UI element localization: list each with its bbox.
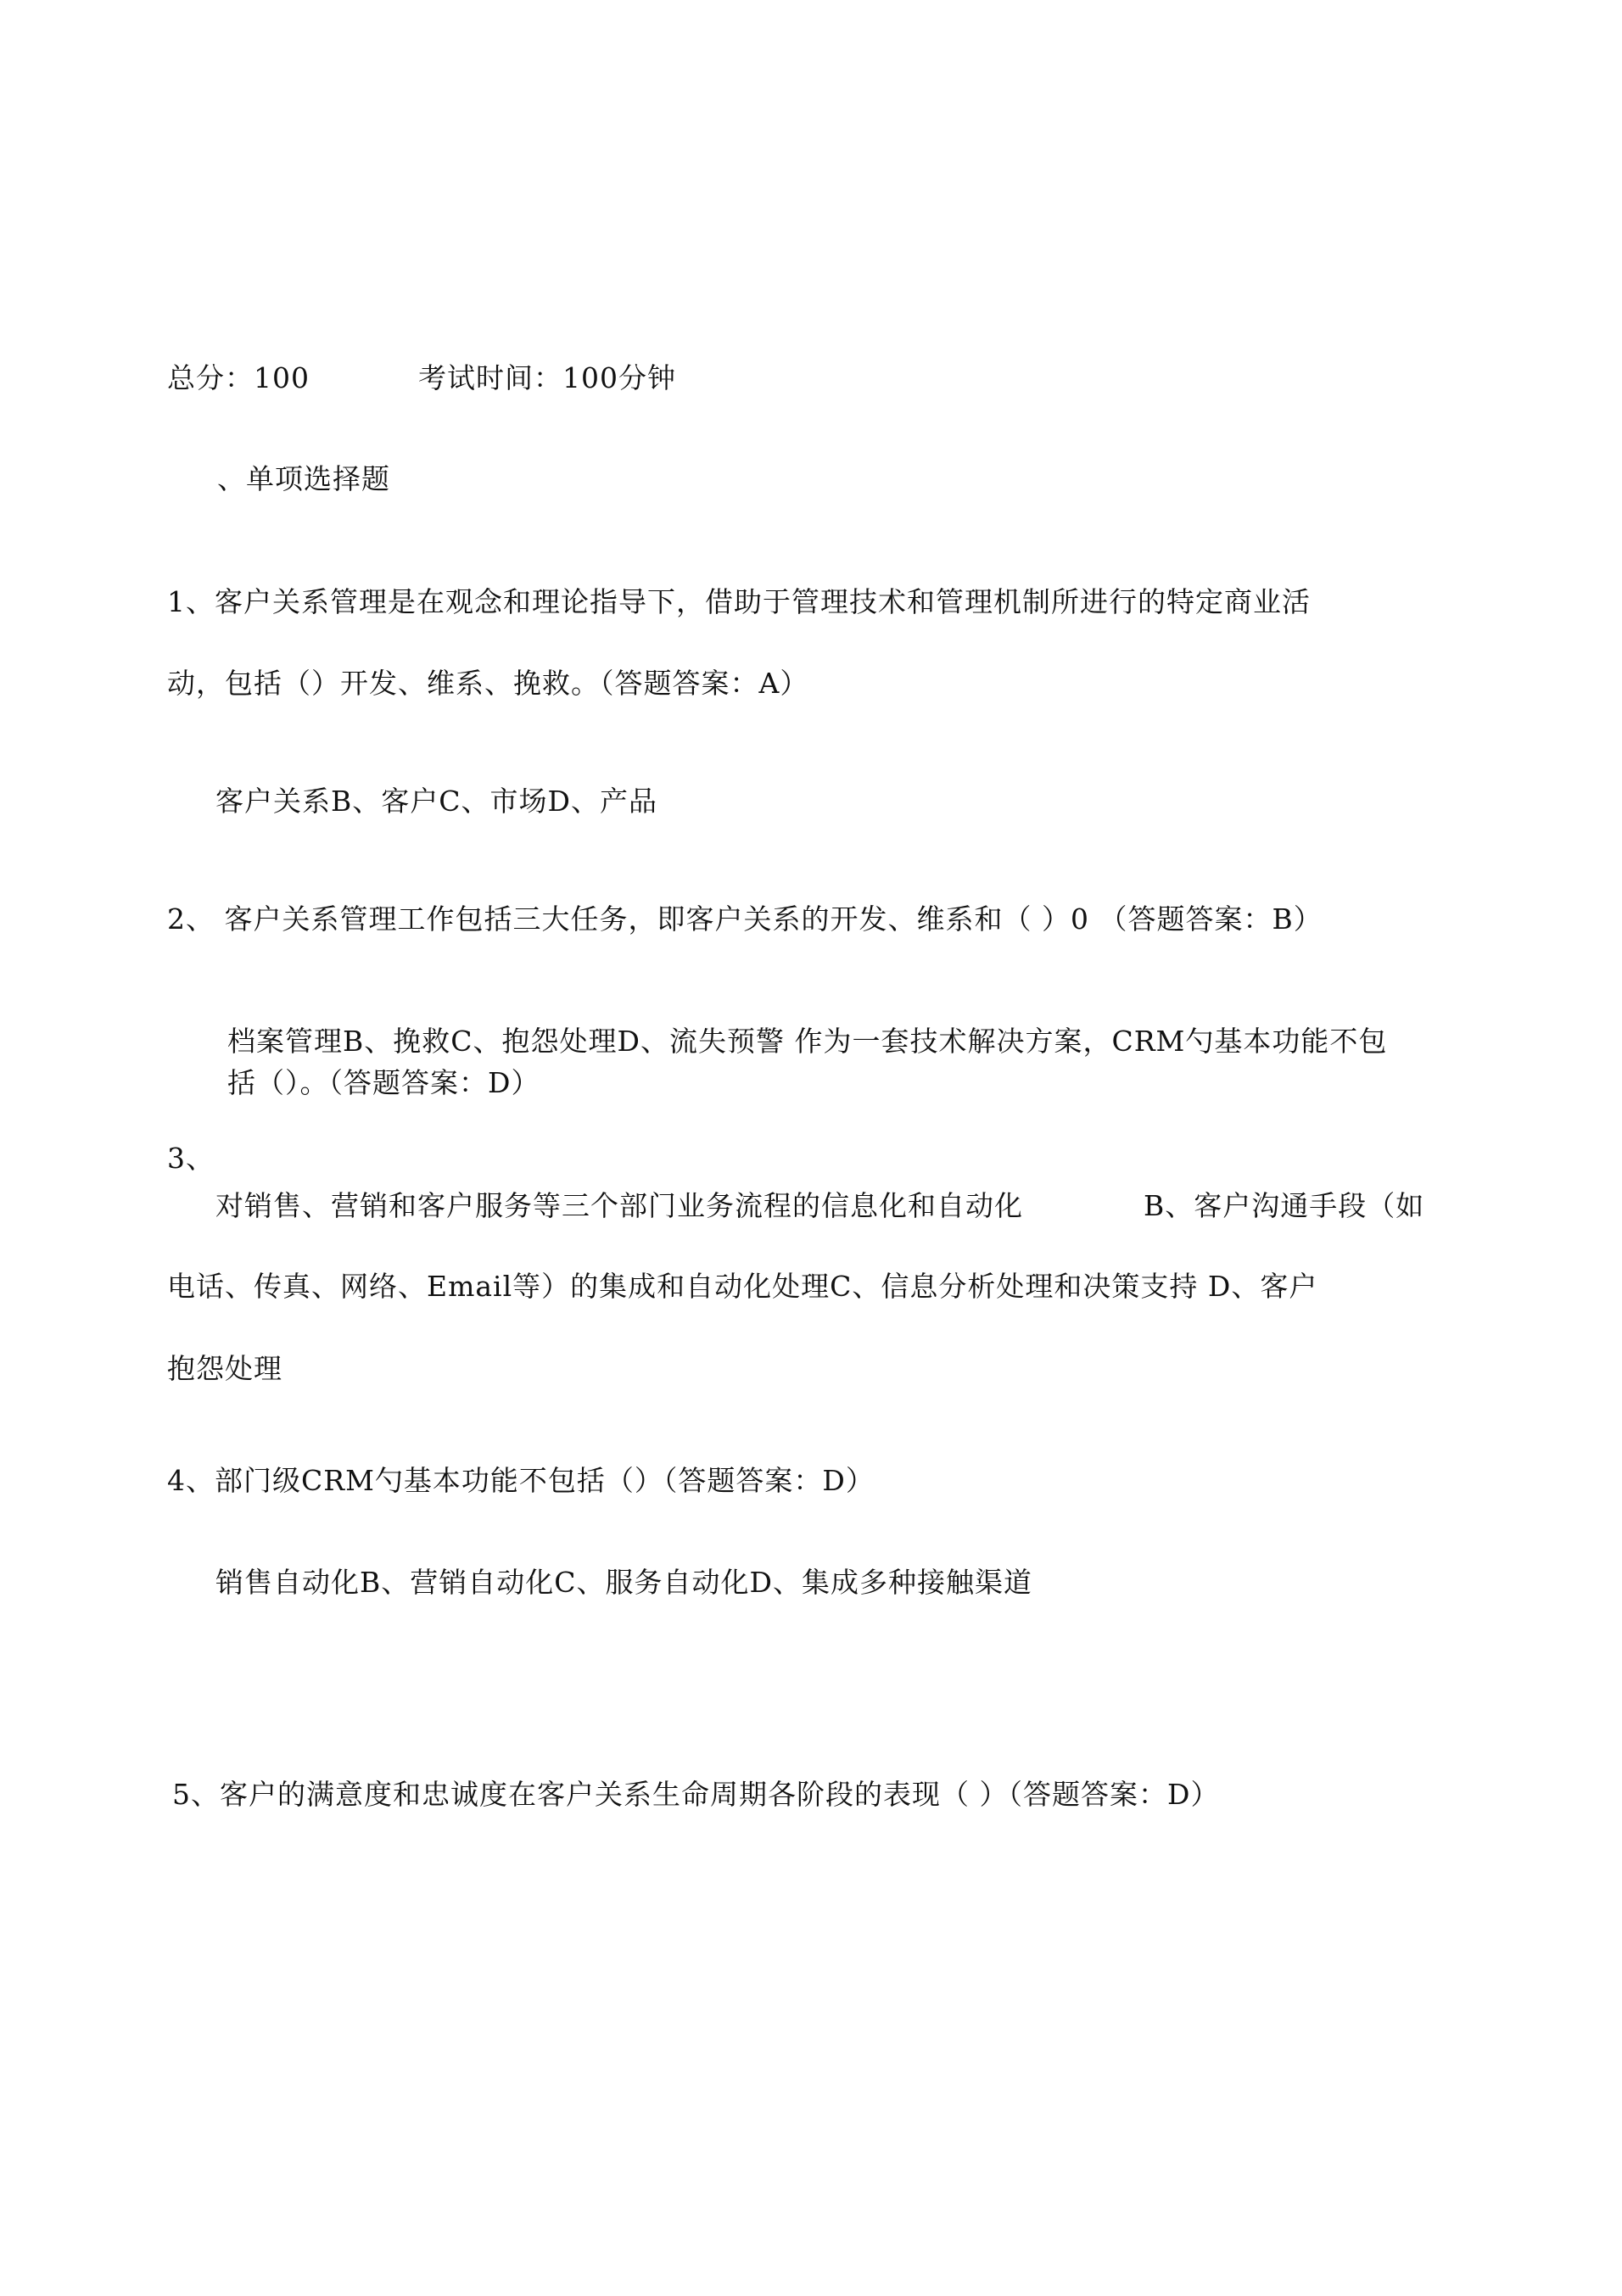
question-options: 客户关系B、客户C、市场D、产品 (215, 785, 657, 818)
question-stem: 1、客户关系管理是在观念和理论指导下，借助于管理技术和管理机制所进行的特定商业活 (167, 585, 1311, 618)
question-text: 对销售、营销和客户服务等三个部门业务流程的信息化和自动化 (215, 1189, 1023, 1222)
section-title: 、单项选择题 (217, 462, 390, 495)
question-text: 抱怨处理 (167, 1352, 282, 1385)
question-stem: 5、客户的满意度和忠诚度在客户关系生命周期各阶段的表现（ ）（答题答案：D） (172, 1778, 1220, 1811)
question-options: 档案管理B、挽救C、抱怨处理D、流失预警 作为一套技术解决方案，CRM勺基本功能不包 (227, 1025, 1388, 1058)
question-stem: 2、 客户关系管理工作包括三大任务，即客户关系的开发、维系和（ ）0 （答题答案：B） (167, 902, 1323, 936)
question-stem: 动，包括（）开发、维系、挽救。（答题答案：A） (167, 667, 809, 700)
exam-time: 考试时间：100分钟 (418, 361, 676, 394)
question-text: 电话、传真、网络、Email等）的集成和自动化处理C、信息分析处理和决策支持 D、客户 (167, 1270, 1318, 1303)
question-options: 括（）。（答题答案：D） (227, 1066, 540, 1099)
question-number: 3、 (167, 1142, 215, 1175)
total-score: 总分：100 (167, 361, 310, 394)
question-options: 销售自动化B、营销自动化C、服务自动化D、集成多种接触渠道 (215, 1566, 1032, 1599)
question-stem: 4、部门级CRM勺基本功能不包括（）（答题答案：D） (167, 1464, 875, 1497)
question-text: B、客户沟通手段（如 (1144, 1189, 1425, 1222)
